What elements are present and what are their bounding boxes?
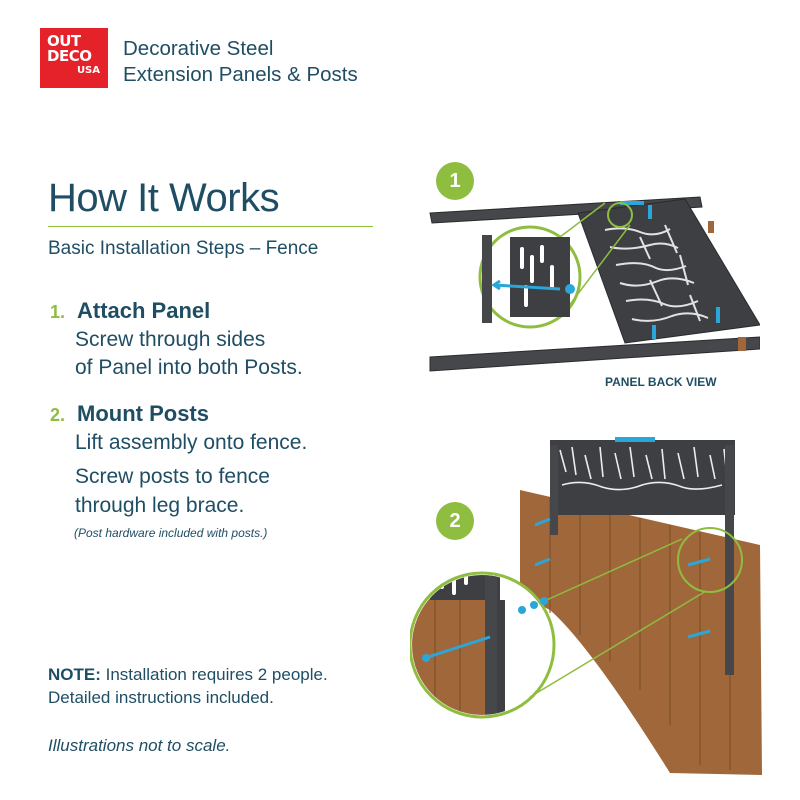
step-description-line: through leg brace.: [75, 494, 245, 517]
product-title-line-1: Decorative Steel: [123, 37, 274, 60]
step2-badge: 2: [436, 502, 474, 540]
logo-line-1: OUT: [47, 32, 81, 50]
heading-divider: [48, 226, 373, 227]
installation-note: [48, 663, 328, 709]
logo-line-2: DECO: [47, 47, 92, 65]
product-title: [123, 36, 358, 88]
outdeco-logo: [40, 28, 108, 88]
logo-line-3: USA: [76, 65, 100, 76]
step-description-line: Screw posts to fence: [75, 465, 270, 488]
step-description-line: Screw through sides: [75, 328, 266, 351]
note-text-line-2: Detailed instructions included.: [48, 688, 274, 707]
step-description-line: Lift assembly onto fence.: [75, 431, 308, 454]
step-number: 1.: [50, 302, 66, 322]
product-title-line-2: Extension Panels & Posts: [123, 63, 358, 86]
step1-badge: 1: [436, 162, 474, 200]
page-heading: How It Works: [48, 176, 280, 220]
step2-illustration: [410, 435, 770, 775]
step1-illustration: [420, 185, 760, 385]
note-text: Installation requires 2 people.: [100, 665, 328, 684]
step-number: 2.: [50, 405, 66, 425]
step-title: Attach Panel: [77, 298, 211, 323]
page-subheading: Basic Installation Steps – Fence: [48, 238, 319, 259]
panel-back-view-caption: PANEL BACK VIEW: [605, 375, 717, 389]
step-title: Mount Posts: [77, 401, 209, 426]
post-hardware-note: (Post hardware included with posts.): [74, 526, 268, 540]
scale-disclaimer: Illustrations not to scale.: [48, 736, 231, 755]
step-description-line: of Panel into both Posts.: [75, 356, 303, 379]
note-label: NOTE:: [48, 665, 101, 684]
